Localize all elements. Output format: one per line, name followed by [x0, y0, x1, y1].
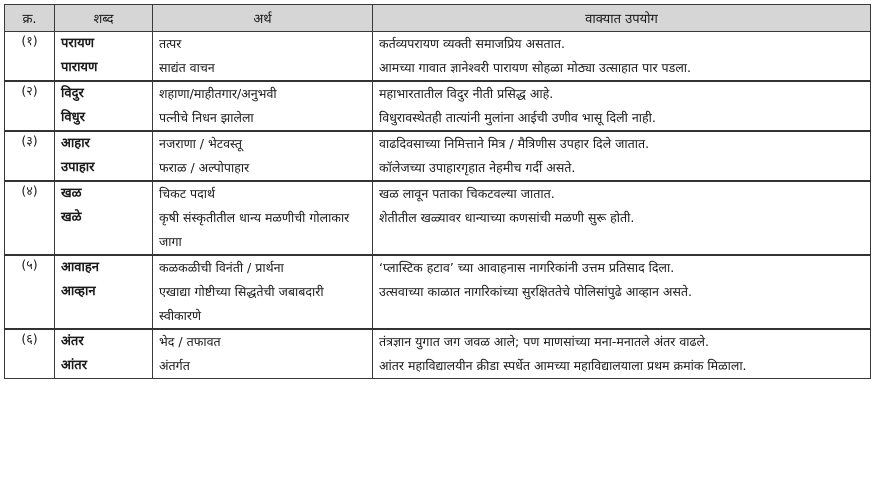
- table-header-row: [5, 5, 871, 32]
- usage-cell: [373, 329, 871, 379]
- sentence: आमच्या गावात ज्ञानेश्वरी पारायण सोहळा मोठ्या उत्साहात पार पडला.: [379, 60, 691, 75]
- header-usage: वाक्यात उपयोग: [373, 5, 871, 32]
- table-row: [5, 81, 871, 131]
- row-number: (२): [5, 81, 55, 131]
- word-usage-table: [4, 4, 871, 379]
- meaning: पत्नीचे निधन झालेला: [159, 110, 254, 125]
- word-cell: [55, 81, 153, 131]
- meaning: साद्यंत वाचन: [159, 60, 215, 75]
- word-cell: [55, 181, 153, 255]
- meaning: फराळ / अल्पोपाहार: [159, 160, 250, 175]
- row-number: (४): [5, 181, 55, 255]
- meaning: कृषी संस्कृतीतील धान्य मळणीची गोलाकार जागा: [159, 210, 350, 249]
- meaning: चिकट पदार्थ: [159, 186, 216, 201]
- word: अंतर: [61, 334, 84, 349]
- sentence: शेतीतील खळ्यावर धान्याच्या कणसांची मळणी सुरू होती.: [379, 210, 635, 225]
- row-number: (५): [5, 255, 55, 329]
- word: खळे: [61, 210, 82, 225]
- meaning-cell: [153, 81, 373, 131]
- meaning: नजराणा / भेटवस्तू: [159, 136, 243, 151]
- word: आव्हान: [61, 284, 96, 299]
- word: पारायण: [61, 60, 98, 75]
- row-number: (६): [5, 329, 55, 379]
- meaning-cell: [153, 255, 373, 329]
- usage-cell: [373, 255, 871, 329]
- sentence: ‘प्लास्टिक हटाव’ च्या आवाहनास नागरिकांनी उत्तम प्रतिसाद दिला.: [379, 260, 675, 275]
- meaning-cell: [153, 32, 373, 82]
- sentence: खळ लावून पताका चिकटवल्या जातात.: [379, 186, 555, 201]
- word: आहार: [61, 136, 90, 151]
- sentence: विधुरावस्थेतही तात्यांनी मुलांना आईची उणीव भासू दिली नाही.: [379, 110, 656, 125]
- table-row: [5, 255, 871, 329]
- row-number: (१): [5, 32, 55, 82]
- meaning: अंतर्गत: [159, 358, 190, 373]
- meaning-cell: [153, 181, 373, 255]
- table-row: [5, 329, 871, 379]
- word: खळ: [61, 186, 82, 201]
- word: उपाहार: [61, 160, 95, 175]
- sentence: कॉलेजच्या उपाहारगृहात नेहमीच गर्दी असते.: [379, 160, 576, 175]
- meaning: तत्पर: [159, 36, 182, 51]
- word: आंतर: [61, 358, 88, 373]
- row-number: (३): [5, 131, 55, 181]
- header-meaning: अर्थ: [153, 5, 373, 32]
- header-no: क्र.: [5, 5, 55, 32]
- meaning-cell: [153, 131, 373, 181]
- sentence: कर्तव्यपरायण व्यक्ती समाजप्रिय असतात.: [379, 36, 565, 51]
- word-cell: [55, 329, 153, 379]
- table-row: [5, 32, 871, 82]
- meaning: कळकळीची विनंती / प्रार्थना: [159, 260, 284, 275]
- meaning: शहाणा/माहीतगार/अनुभवी: [159, 86, 277, 101]
- usage-cell: [373, 181, 871, 255]
- word: विधुर: [61, 110, 85, 125]
- word: परायण: [61, 36, 95, 51]
- usage-cell: [373, 131, 871, 181]
- sentence: उत्सवाच्या काळात नागरिकांच्या सुरक्षिततेचे पोलिसांपुढे आव्हान असते.: [379, 284, 693, 299]
- sentence: महाभारतातील विदुर नीती प्रसिद्ध आहे.: [379, 86, 554, 101]
- header-word: शब्द: [55, 5, 153, 32]
- word-cell: [55, 255, 153, 329]
- sentence: वाढदिवसाच्या निमित्ताने मित्र / मैत्रिणीस उपहार दिले जातात.: [379, 136, 650, 151]
- usage-cell: [373, 81, 871, 131]
- meaning-cell: [153, 329, 373, 379]
- sentence: आंतर महाविद्यालयीन क्रीडा स्पर्धेत आमच्या महाविद्यालयाला प्रथम क्रमांक मिळाला.: [379, 358, 747, 373]
- word-cell: [55, 131, 153, 181]
- table-row: [5, 181, 871, 255]
- word-cell: [55, 32, 153, 82]
- word: आवाहन: [61, 260, 99, 275]
- sentence: तंत्रज्ञान युगात जग जवळ आले; पण माणसांच्या मना-मनातले अंतर वाढले.: [379, 334, 710, 349]
- meaning: भेद / तफावत: [159, 334, 221, 349]
- usage-cell: [373, 32, 871, 82]
- word: विदुर: [61, 86, 84, 101]
- meaning: एखाद्या गोष्टीच्या सिद्धतेची जबाबदारी स्वीकारणे: [159, 284, 324, 323]
- table-row: [5, 131, 871, 181]
